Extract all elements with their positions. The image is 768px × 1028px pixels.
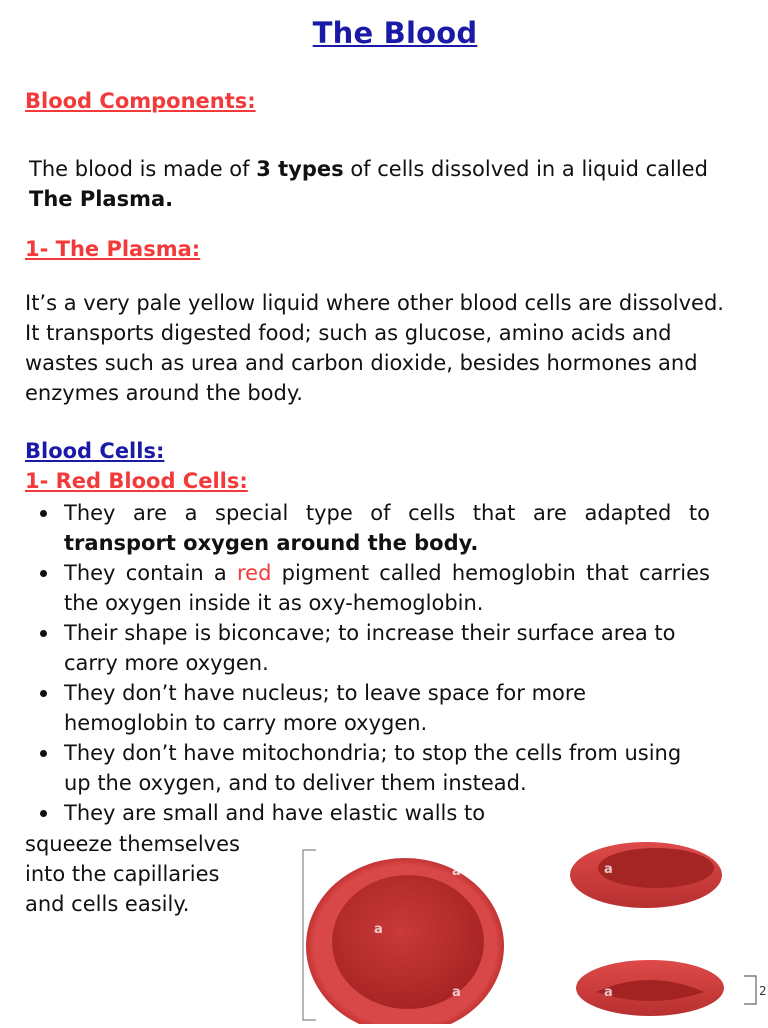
bullet1-text: They are a special type of cells that are adapted to [64, 501, 710, 525]
list-item [26, 678, 710, 738]
bullet2-red-word: red [236, 561, 272, 585]
intro-text-2: of cells dissolved in a liquid called [343, 157, 708, 181]
scale-label: 2 [759, 984, 767, 998]
continuation-text [25, 829, 285, 919]
scale-bracket-right [744, 976, 756, 1004]
plasma-paragraph: It’s a very pale yellow liquid where other blood cells are dissolved. It transports digested food; such as glucose, amino acids and wastes such as urea and carbon dioxide, besides hormones and enzymes around the body. [25, 291, 724, 405]
rbc-angled-dimple [598, 848, 714, 888]
bullet6-text: They are small and have elastic walls to [64, 801, 486, 825]
bullet2-post: pigment called hemoglobin that carries the oxygen inside it as oxy-hemoglobin. [64, 561, 710, 615]
continuation-line: into the capillaries [25, 862, 220, 886]
bullet-icon [40, 570, 47, 577]
watermark-text: al [732, 860, 746, 875]
watermark-text: a [504, 922, 513, 937]
intro-paragraph [29, 154, 719, 214]
plasma-heading: 1- The Plasma: [25, 237, 201, 261]
bullet-icon [40, 810, 47, 817]
continuation-line: and cells easily. [25, 892, 190, 916]
watermark-text: a [604, 862, 613, 877]
blood-cells-heading: Blood Cells: [25, 439, 165, 463]
list-item [26, 798, 710, 828]
intro-text-1: The blood is made of [29, 157, 257, 181]
list-item [26, 498, 710, 558]
bullet-icon [40, 510, 47, 517]
bullet-icon [40, 750, 47, 757]
watermark-text: a [452, 985, 461, 1000]
bullet2-pre: They contain a [64, 561, 237, 585]
rbc-illustration-svg [296, 840, 768, 1024]
bullet4-text: They don’t have nucleus; to leave space for more hemoglobin to carry more oxygen. [64, 681, 586, 735]
watermark-text: a [604, 985, 613, 1000]
bullet5-text: They don’t have mitochondria; to stop the cells from using up the oxygen, and to deliver them instead. [64, 741, 682, 795]
red-blood-cell-illustration [296, 840, 768, 1024]
bullet-icon [40, 630, 47, 637]
bullet1-bold: transport oxygen around the body. [64, 531, 479, 555]
watermark-text: a [374, 922, 383, 937]
rbc-top-center [332, 875, 484, 1009]
red-blood-cells-heading: 1- Red Blood Cells: [25, 469, 248, 493]
list-item [26, 738, 710, 798]
list-item [26, 558, 710, 618]
watermark-text: a [452, 864, 461, 879]
red-blood-cells-list [26, 498, 710, 828]
list-item [26, 618, 710, 678]
blood-components-heading: Blood Components: [25, 89, 256, 113]
continuation-line: squeeze themselves [25, 832, 240, 856]
bullet-icon [40, 690, 47, 697]
intro-bold-plasma: The Plasma. [29, 187, 174, 211]
bullet3-text: Their shape is biconcave; to increase their surface area to carry more oxygen. [64, 621, 676, 675]
page-title: The Blood [312, 16, 478, 50]
intro-bold-types: 3 types [256, 157, 344, 181]
